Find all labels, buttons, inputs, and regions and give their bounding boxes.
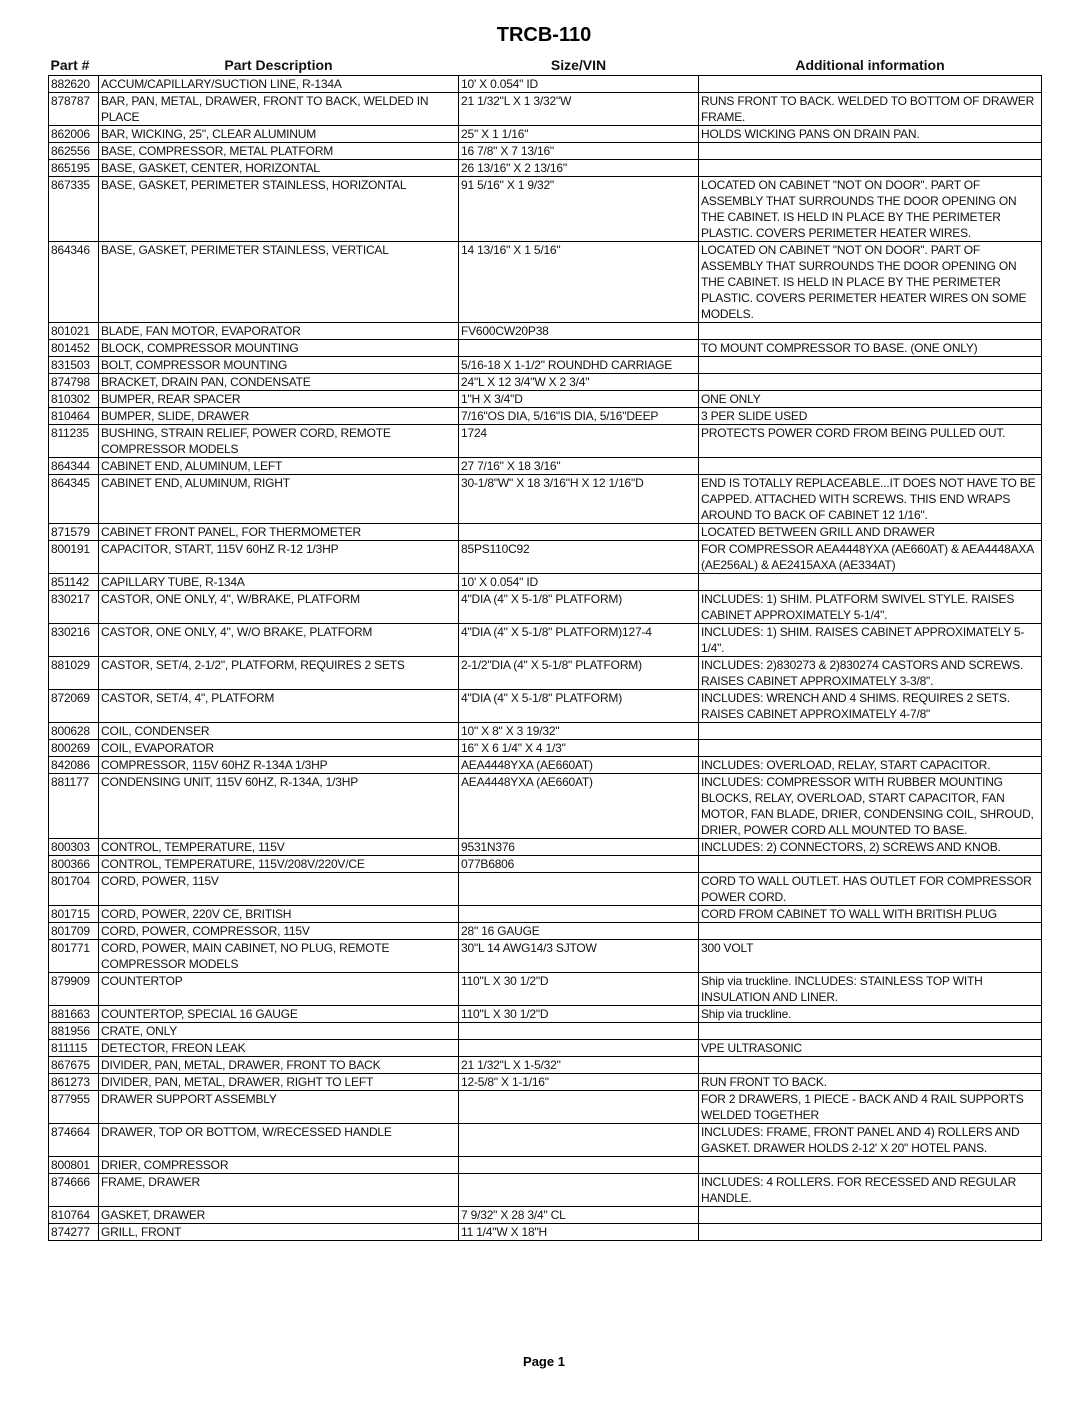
size-vin-cell: 21 1/32"L X 1 3/32"W — [459, 93, 699, 126]
additional-info-cell: END IS TOTALLY REPLACEABLE...IT DOES NOT HAVE TO BE CAPPED. ATTACHED WITH SCREWS. THIS END WRAPS AROUND TO BACK OF CABINET 12 1/16". — [699, 475, 1042, 524]
table-row — [49, 856, 1042, 873]
table-row — [49, 357, 1042, 374]
part-description-cell: CONTROL, TEMPERATURE, 115V/208V/220V/CE — [99, 856, 459, 873]
part-number-cell: 862556 — [49, 143, 99, 160]
part-number-cell: 811235 — [49, 425, 99, 458]
part-description-cell: BAR, WICKING, 25", CLEAR ALUMINUM — [99, 126, 459, 143]
table-row — [49, 1040, 1042, 1057]
size-vin-cell — [459, 1157, 699, 1174]
size-vin-cell: 16" X 6 1/4" X 4 1/3" — [459, 740, 699, 757]
table-row — [49, 425, 1042, 458]
part-number-cell: 881663 — [49, 1006, 99, 1023]
part-description-cell: BUSHING, STRAIN RELIEF, POWER CORD, REMOTE COMPRESSOR MODELS — [99, 425, 459, 458]
part-description-cell: BRACKET, DRAIN PAN, CONDENSATE — [99, 374, 459, 391]
table-row — [49, 1174, 1042, 1207]
part-number-cell: 874666 — [49, 1174, 99, 1207]
size-vin-cell: 9531N376 — [459, 839, 699, 856]
part-description-cell: BASE, GASKET, PERIMETER STAINLESS, VERTICAL — [99, 242, 459, 323]
table-row — [49, 774, 1042, 839]
part-description-cell: FRAME, DRAWER — [99, 1174, 459, 1207]
additional-info-cell: RUNS FRONT TO BACK. WELDED TO BOTTOM OF DRAWER FRAME. — [699, 93, 1042, 126]
size-vin-cell: 85PS110C92 — [459, 541, 699, 574]
part-description-cell: GASKET, DRAWER — [99, 1207, 459, 1224]
additional-info-cell: CORD TO WALL OUTLET. HAS OUTLET FOR COMPRESSOR POWER CORD. — [699, 873, 1042, 906]
part-description-cell: GRILL, FRONT — [99, 1224, 459, 1241]
part-number-cell: 867335 — [49, 177, 99, 242]
parts-table — [48, 54, 1042, 1241]
additional-info-cell: INCLUDES: 1) SHIM. RAISES CABINET APPROXIMATELY 5-1/4". — [699, 624, 1042, 657]
part-number-cell: 867675 — [49, 1057, 99, 1074]
additional-info-cell: INCLUDES: OVERLOAD, RELAY, START CAPACITOR. — [699, 757, 1042, 774]
table-row — [49, 458, 1042, 475]
part-description-cell: DRAWER SUPPORT ASSEMBLY — [99, 1091, 459, 1124]
table-row — [49, 76, 1042, 93]
additional-info-cell — [699, 160, 1042, 177]
part-description-cell: BOLT, COMPRESSOR MOUNTING — [99, 357, 459, 374]
part-description-cell: CORD, POWER, MAIN CABINET, NO PLUG, REMOTE COMPRESSOR MODELS — [99, 940, 459, 973]
table-row — [49, 690, 1042, 723]
size-vin-cell — [459, 1124, 699, 1157]
additional-info-cell: CORD FROM CABINET TO WALL WITH BRITISH PLUG — [699, 906, 1042, 923]
size-vin-cell — [459, 524, 699, 541]
size-vin-cell: 28" 16 GAUGE — [459, 923, 699, 940]
part-number-cell: 878787 — [49, 93, 99, 126]
additional-info-cell: INCLUDES: 4 ROLLERS. FOR RECESSED AND REGULAR HANDLE. — [699, 1174, 1042, 1207]
part-description-cell: COUNTERTOP — [99, 973, 459, 1006]
table-row — [49, 723, 1042, 740]
part-number-cell: 800366 — [49, 856, 99, 873]
part-number-cell: 864345 — [49, 475, 99, 524]
table-row — [49, 391, 1042, 408]
table-header-row — [49, 54, 1042, 76]
additional-info-cell — [699, 143, 1042, 160]
size-vin-cell: FV600CW20P38 — [459, 323, 699, 340]
table-row — [49, 93, 1042, 126]
size-vin-cell: AEA4448YXA (AE660AT) — [459, 757, 699, 774]
additional-info-cell: INCLUDES: FRAME, FRONT PANEL AND 4) ROLLERS AND GASKET. DRAWER HOLDS 2-12' X 20" HOTEL PANS. — [699, 1124, 1042, 1157]
part-description-cell: BASE, GASKET, PERIMETER STAINLESS, HORIZONTAL — [99, 177, 459, 242]
size-vin-cell: 1"H X 3/4"D — [459, 391, 699, 408]
part-description-cell: CORD, POWER, 115V — [99, 873, 459, 906]
part-description-cell: CORD, POWER, 220V CE, BRITISH — [99, 906, 459, 923]
part-number-cell: 801771 — [49, 940, 99, 973]
part-description-cell: BLOCK, COMPRESSOR MOUNTING — [99, 340, 459, 357]
additional-info-cell: PROTECTS POWER CORD FROM BEING PULLED OUT. — [699, 425, 1042, 458]
size-vin-cell: 10' X 0.054" ID — [459, 76, 699, 93]
part-number-cell: 851142 — [49, 574, 99, 591]
part-number-cell: 872069 — [49, 690, 99, 723]
additional-info-cell: ONE ONLY — [699, 391, 1042, 408]
additional-info-cell — [699, 723, 1042, 740]
additional-info-cell — [699, 1157, 1042, 1174]
part-number-cell: 800801 — [49, 1157, 99, 1174]
size-vin-cell: 110"L X 30 1/2"D — [459, 1006, 699, 1023]
additional-info-cell: VPE ULTRASONIC — [699, 1040, 1042, 1057]
part-description-cell: BASE, GASKET, CENTER, HORIZONTAL — [99, 160, 459, 177]
part-description-cell: ACCUM/CAPILLARY/SUCTION LINE, R-134A — [99, 76, 459, 93]
header-size-vin: Size/VIN — [459, 54, 699, 76]
size-vin-cell: AEA4448YXA (AE660AT) — [459, 774, 699, 839]
part-description-cell: CASTOR, ONE ONLY, 4", W/BRAKE, PLATFORM — [99, 591, 459, 624]
part-description-cell: BLADE, FAN MOTOR, EVAPORATOR — [99, 323, 459, 340]
size-vin-cell: 30-1/8"W" X 18 3/16"H X 12 1/16"D — [459, 475, 699, 524]
table-row — [49, 1124, 1042, 1157]
table-row — [49, 242, 1042, 323]
size-vin-cell — [459, 873, 699, 906]
table-row — [49, 126, 1042, 143]
table-row — [49, 740, 1042, 757]
size-vin-cell: 4"DIA (4" X 5-1/8" PLATFORM) — [459, 690, 699, 723]
table-row — [49, 923, 1042, 940]
part-number-cell: 864346 — [49, 242, 99, 323]
additional-info-cell — [699, 374, 1042, 391]
size-vin-cell: 077B6806 — [459, 856, 699, 873]
part-description-cell: DRAWER, TOP OR BOTTOM, W/RECESSED HANDLE — [99, 1124, 459, 1157]
table-row — [49, 1023, 1042, 1040]
additional-info-cell — [699, 574, 1042, 591]
additional-info-cell: FOR COMPRESSOR AEA4448YXA (AE660AT) & AEA4448AXA (AE256AL) & AE2415AXA (AE334AT) — [699, 541, 1042, 574]
additional-info-cell — [699, 357, 1042, 374]
table-row — [49, 177, 1042, 242]
additional-info-cell — [699, 323, 1042, 340]
table-row — [49, 143, 1042, 160]
table-row — [49, 1091, 1042, 1124]
size-vin-cell: 91 5/16" X 1 9/32" — [459, 177, 699, 242]
part-number-cell: 800303 — [49, 839, 99, 856]
part-number-cell: 861273 — [49, 1074, 99, 1091]
part-description-cell: BAR, PAN, METAL, DRAWER, FRONT TO BACK, WELDED IN PLACE — [99, 93, 459, 126]
size-vin-cell: 7/16"OS DIA, 5/16"IS DIA, 5/16"DEEP — [459, 408, 699, 425]
table-row — [49, 323, 1042, 340]
table-row — [49, 624, 1042, 657]
part-number-cell: 864344 — [49, 458, 99, 475]
additional-info-cell — [699, 1023, 1042, 1040]
table-row — [49, 1224, 1042, 1241]
part-number-cell: 811115 — [49, 1040, 99, 1057]
part-description-cell: DIVIDER, PAN, METAL, DRAWER, RIGHT TO LEFT — [99, 1074, 459, 1091]
table-row — [49, 1006, 1042, 1023]
table-row — [49, 873, 1042, 906]
additional-info-cell: INCLUDES: WRENCH AND 4 SHIMS. REQUIRES 2 SETS. RAISES CABINET APPROXIMATELY 4-7/8" — [699, 690, 1042, 723]
table-row — [49, 1157, 1042, 1174]
table-row — [49, 408, 1042, 425]
size-vin-cell: 1724 — [459, 425, 699, 458]
additional-info-cell — [699, 458, 1042, 475]
table-row — [49, 591, 1042, 624]
header-additional-information: Additional information — [699, 54, 1042, 76]
size-vin-cell — [459, 1091, 699, 1124]
table-row — [49, 906, 1042, 923]
part-description-cell: CAPACITOR, START, 115V 60HZ R-12 1/3HP — [99, 541, 459, 574]
additional-info-cell: INCLUDES: COMPRESSOR WITH RUBBER MOUNTING BLOCKS, RELAY, OVERLOAD, START CAPACITOR, FAN MOTOR, FAN BLADE, DRIER, CONDENSING COIL, SHROUD, DRIER, POWER CORD ALL MOUNTED TO BASE. — [699, 774, 1042, 839]
size-vin-cell: 7 9/32" X 28 3/4" CL — [459, 1207, 699, 1224]
part-number-cell: 865195 — [49, 160, 99, 177]
table-row — [49, 973, 1042, 1006]
size-vin-cell: 10' X 0.054" ID — [459, 574, 699, 591]
table-row — [49, 1074, 1042, 1091]
additional-info-cell — [699, 1057, 1042, 1074]
additional-info-cell: INCLUDES: 2) CONNECTORS, 2) SCREWS AND KNOB. — [699, 839, 1042, 856]
part-number-cell: 842086 — [49, 757, 99, 774]
additional-info-cell — [699, 1224, 1042, 1241]
additional-info-cell: Ship via truckline. — [699, 1006, 1042, 1023]
table-row — [49, 541, 1042, 574]
part-number-cell: 800191 — [49, 541, 99, 574]
part-number-cell: 801452 — [49, 340, 99, 357]
size-vin-cell: 25" X 1 1/16" — [459, 126, 699, 143]
page-title: TRCB-110 — [496, 24, 592, 46]
part-number-cell: 881029 — [49, 657, 99, 690]
part-description-cell: CORD, POWER, COMPRESSOR, 115V — [99, 923, 459, 940]
table-row — [49, 1057, 1042, 1074]
part-description-cell: CRATE, ONLY — [99, 1023, 459, 1040]
part-number-cell: 862006 — [49, 126, 99, 143]
part-description-cell: DETECTOR, FREON LEAK — [99, 1040, 459, 1057]
header-part-description: Part Description — [99, 54, 459, 76]
size-vin-cell: 16 7/8" X 7 13/16" — [459, 143, 699, 160]
part-description-cell: DRIER, COMPRESSOR — [99, 1157, 459, 1174]
part-number-cell: 877955 — [49, 1091, 99, 1124]
part-number-cell: 830216 — [49, 624, 99, 657]
additional-info-cell: LOCATED ON CABINET "NOT ON DOOR". PART OF ASSEMBLY THAT SURROUNDS THE DOOR OPENING ON THE CABINET. IS HELD IN PLACE BY THE PERIMETER PLASTIC. COVERS PERIMETER HEATER WIRES ON SOME MODELS. — [699, 242, 1042, 323]
part-number-cell: 801715 — [49, 906, 99, 923]
part-number-cell: 830217 — [49, 591, 99, 624]
additional-info-cell — [699, 740, 1042, 757]
additional-info-cell — [699, 1207, 1042, 1224]
part-description-cell: CAPILLARY TUBE, R-134A — [99, 574, 459, 591]
part-number-cell: 882620 — [49, 76, 99, 93]
size-vin-cell — [459, 1023, 699, 1040]
size-vin-cell: 5/16-18 X 1-1/2" ROUNDHD CARRIAGE — [459, 357, 699, 374]
part-description-cell: COIL, CONDENSER — [99, 723, 459, 740]
table-row — [49, 374, 1042, 391]
part-number-cell: 874277 — [49, 1224, 99, 1241]
part-description-cell: CABINET END, ALUMINUM, LEFT — [99, 458, 459, 475]
part-number-cell: 801021 — [49, 323, 99, 340]
size-vin-cell: 24"L X 12 3/4"W X 2 3/4" — [459, 374, 699, 391]
size-vin-cell — [459, 1174, 699, 1207]
part-description-cell: CABINET END, ALUMINUM, RIGHT — [99, 475, 459, 524]
table-row — [49, 657, 1042, 690]
size-vin-cell — [459, 906, 699, 923]
part-number-cell: 881956 — [49, 1023, 99, 1040]
part-number-cell: 800628 — [49, 723, 99, 740]
size-vin-cell: 110"L X 30 1/2"D — [459, 973, 699, 1006]
part-description-cell: COUNTERTOP, SPECIAL 16 GAUGE — [99, 1006, 459, 1023]
part-number-cell: 801709 — [49, 923, 99, 940]
size-vin-cell: 2-1/2"DIA (4" X 5-1/8" PLATFORM) — [459, 657, 699, 690]
table-row — [49, 160, 1042, 177]
additional-info-cell: 3 PER SLIDE USED — [699, 408, 1042, 425]
additional-info-cell — [699, 856, 1042, 873]
additional-info-cell: FOR 2 DRAWERS, 1 PIECE - BACK AND 4 RAIL SUPPORTS WELDED TOGETHER — [699, 1091, 1042, 1124]
size-vin-cell: 14 13/16" X 1 5/16" — [459, 242, 699, 323]
size-vin-cell: 4"DIA (4" X 5-1/8" PLATFORM)127-4 — [459, 624, 699, 657]
additional-info-cell: Ship via truckline. INCLUDES: STAINLESS TOP WITH INSULATION AND LINER. — [699, 973, 1042, 1006]
header-part-number: Part # — [49, 54, 99, 76]
part-number-cell: 810764 — [49, 1207, 99, 1224]
table-row — [49, 1207, 1042, 1224]
table-row — [49, 524, 1042, 541]
part-number-cell: 881177 — [49, 774, 99, 839]
size-vin-cell — [459, 340, 699, 357]
size-vin-cell: 27 7/16" X 18 3/16" — [459, 458, 699, 475]
additional-info-cell: 300 VOLT — [699, 940, 1042, 973]
size-vin-cell: 26 13/16" X 2 13/16" — [459, 160, 699, 177]
additional-info-cell: LOCATED BETWEEN GRILL AND DRAWER — [699, 524, 1042, 541]
part-number-cell: 879909 — [49, 973, 99, 1006]
part-description-cell: BUMPER, REAR SPACER — [99, 391, 459, 408]
page-number: Page 1 — [523, 1354, 565, 1369]
size-vin-cell: 11 1/4"W X 18"H — [459, 1224, 699, 1241]
table-row — [49, 574, 1042, 591]
part-number-cell: 810464 — [49, 408, 99, 425]
size-vin-cell: 21 1/32"L X 1-5/32" — [459, 1057, 699, 1074]
part-number-cell: 871579 — [49, 524, 99, 541]
part-description-cell: CASTOR, SET/4, 2-1/2", PLATFORM, REQUIRES 2 SETS — [99, 657, 459, 690]
part-description-cell: COIL, EVAPORATOR — [99, 740, 459, 757]
parts-table-body — [49, 76, 1042, 1241]
size-vin-cell: 12-5/8" X 1-1/16" — [459, 1074, 699, 1091]
table-row — [49, 757, 1042, 774]
part-description-cell: CASTOR, SET/4, 4", PLATFORM — [99, 690, 459, 723]
additional-info-cell: INCLUDES: 1) SHIM. PLATFORM SWIVEL STYLE. RAISES CABINET APPROXIMATELY 5-1/4". — [699, 591, 1042, 624]
additional-info-cell — [699, 76, 1042, 93]
part-number-cell: 874798 — [49, 374, 99, 391]
part-description-cell: BASE, COMPRESSOR, METAL PLATFORM — [99, 143, 459, 160]
size-vin-cell: 30"L 14 AWG14/3 SJTOW — [459, 940, 699, 973]
part-description-cell: COMPRESSOR, 115V 60HZ R-134A 1/3HP — [99, 757, 459, 774]
part-number-cell: 800269 — [49, 740, 99, 757]
part-description-cell: CONDENSING UNIT, 115V 60HZ, R-134A, 1/3HP — [99, 774, 459, 839]
part-number-cell: 874664 — [49, 1124, 99, 1157]
additional-info-cell: TO MOUNT COMPRESSOR TO BASE. (ONE ONLY) — [699, 340, 1042, 357]
part-description-cell: CASTOR, ONE ONLY, 4", W/O BRAKE, PLATFORM — [99, 624, 459, 657]
size-vin-cell — [459, 1040, 699, 1057]
part-number-cell: 831503 — [49, 357, 99, 374]
table-row — [49, 940, 1042, 973]
part-description-cell: DIVIDER, PAN, METAL, DRAWER, FRONT TO BACK — [99, 1057, 459, 1074]
table-row — [49, 340, 1042, 357]
part-number-cell: 810302 — [49, 391, 99, 408]
part-description-cell: BUMPER, SLIDE, DRAWER — [99, 408, 459, 425]
table-row — [49, 475, 1042, 524]
additional-info-cell: HOLDS WICKING PANS ON DRAIN PAN. — [699, 126, 1042, 143]
size-vin-cell: 10" X 8" X 3 19/32" — [459, 723, 699, 740]
additional-info-cell — [699, 923, 1042, 940]
part-description-cell: CABINET FRONT PANEL, FOR THERMOMETER — [99, 524, 459, 541]
size-vin-cell: 4"DIA (4" X 5-1/8" PLATFORM) — [459, 591, 699, 624]
table-row — [49, 839, 1042, 856]
additional-info-cell: RUN FRONT TO BACK. — [699, 1074, 1042, 1091]
part-number-cell: 801704 — [49, 873, 99, 906]
additional-info-cell: INCLUDES: 2)830273 & 2)830274 CASTORS AND SCREWS. RAISES CABINET APPROXIMATELY 3-3/8". — [699, 657, 1042, 690]
part-description-cell: CONTROL, TEMPERATURE, 115V — [99, 839, 459, 856]
additional-info-cell: LOCATED ON CABINET "NOT ON DOOR". PART OF ASSEMBLY THAT SURROUNDS THE DOOR OPENING ON THE CABINET. IS HELD IN PLACE BY THE PERIMETER PLASTIC. COVERS PERIMETER HEATER WIRES. — [699, 177, 1042, 242]
